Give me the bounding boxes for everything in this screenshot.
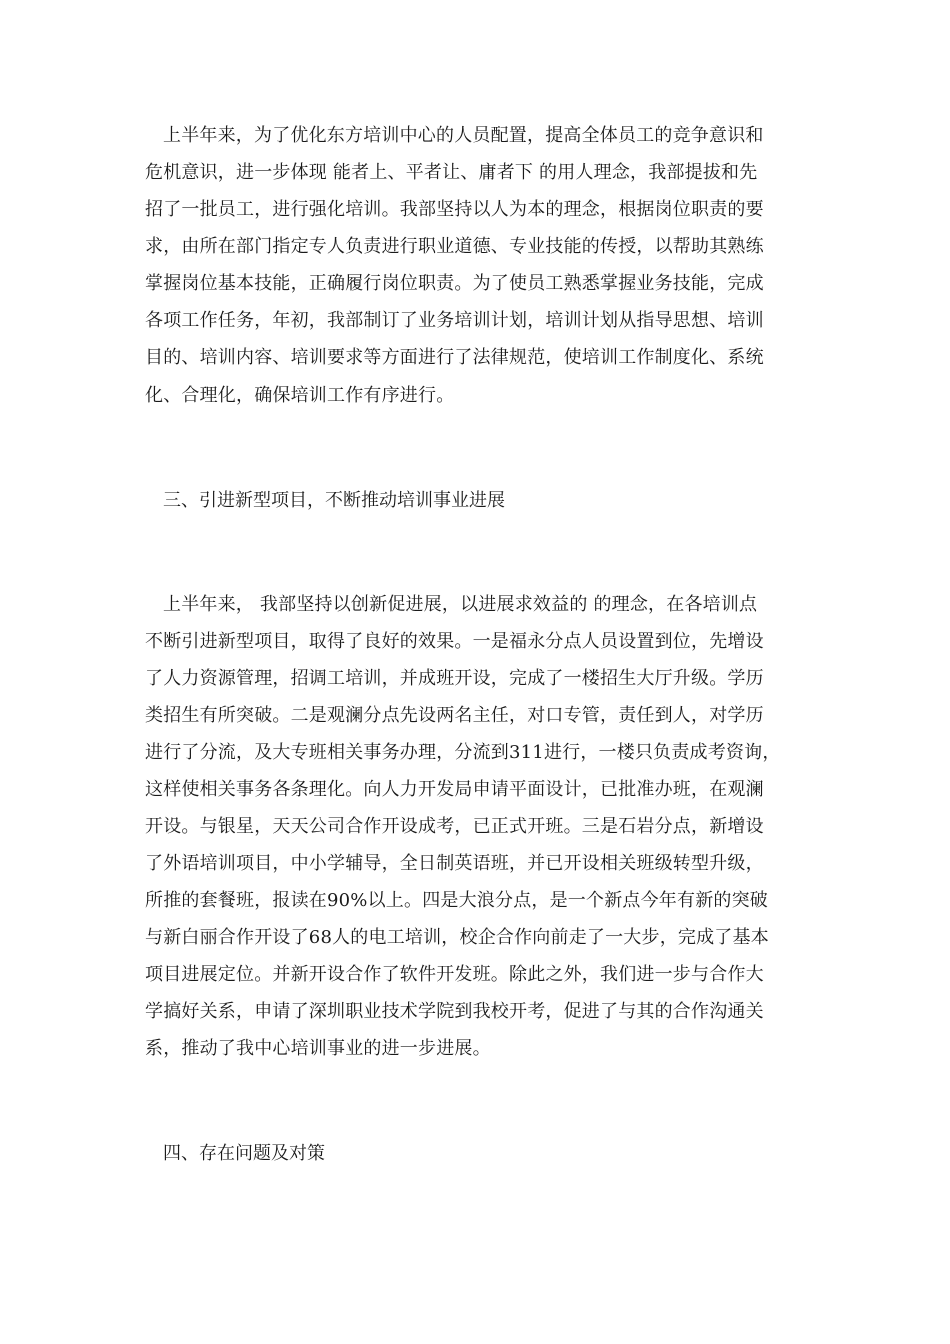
paragraph-line: 各项工作任务，年初，我部制订了业务培训计划，培训计划从指导思想、培训 xyxy=(145,310,764,331)
paragraph-line: 掌握岗位基本技能，正确履行岗位职责。为了使员工熟悉掌握业务技能，完成 xyxy=(145,273,764,294)
paragraph-line: 危机意识，进一步体现 能者上、平者让、庸者下 的用人理念，我部提拔和先 xyxy=(145,162,758,183)
section-heading-3: 三、引进新型项目，不断推动培训事业进展 xyxy=(163,490,505,511)
paragraph-line: 目的、培训内容、培训要求等方面进行了法律规范，使培训工作制度化、系统 xyxy=(145,347,764,368)
paragraph-line: 不断引进新型项目，取得了良好的效果。一是福永分点人员设置到位，先增设 xyxy=(145,631,764,652)
paragraph-line: 系，推动了我中心培训事业的进一步进展。 xyxy=(145,1038,491,1059)
paragraph-line: 开设。与银星，天天公司合作开设成考，已正式开班。三是石岩分点，新增设 xyxy=(145,816,764,837)
paragraph-line: 这样使相关事务各条理化。向人力开发局申请平面设计，已批准办班，在观澜 xyxy=(145,779,764,800)
paragraph-line: 上半年来，为了优化东方培训中心的人员配置，提高全体员工的竞争意识和 xyxy=(163,125,764,146)
paragraph-line: 所推的套餐班，报读在90%以上。四是大浪分点，是一个新点今年有新的突破 xyxy=(145,890,769,911)
paragraph-line: 了人力资源管理，招调工培训，并成班开设，完成了一楼招生大厅升级。学历 xyxy=(145,668,764,689)
paragraph-line: 化、合理化，确保培训工作有序进行。 xyxy=(145,385,455,406)
paragraph-line: 上半年来， 我部坚持以创新促进展，以进展求效益的 的理念，在各培训点 xyxy=(163,594,758,615)
paragraph-line: 项目进展定位。并新开设合作了软件开发班。除此之外，我们进一步与合作大 xyxy=(145,964,764,985)
paragraph-line: 学搞好关系，申请了深圳职业技术学院到我校开考，促进了与其的合作沟通关 xyxy=(145,1001,764,1022)
paragraph-line: 求，由所在部门指定专人负责进行职业道德、专业技能的传授，以帮助其熟练 xyxy=(145,236,764,257)
paragraph-line: 招了一批员工，进行强化培训。我部坚持以人为本的理念，根据岗位职责的要 xyxy=(145,199,764,220)
paragraph-line: 进行了分流，及大专班相关事务办理，分流到311进行，一楼只负责成考资询， xyxy=(145,742,781,763)
paragraph-line: 与新白丽合作开设了68人的电工培训，校企合作向前走了一大步，完成了基本 xyxy=(145,927,769,948)
section-heading-4: 四、存在问题及对策 xyxy=(163,1143,325,1164)
paragraph-line: 类招生有所突破。二是观澜分点先设两名主任，对口专管，责任到人，对学历 xyxy=(145,705,764,726)
paragraph-line: 了外语培训项目，中小学辅导，全日制英语班，并已开设相关班级转型升级， xyxy=(145,853,764,874)
